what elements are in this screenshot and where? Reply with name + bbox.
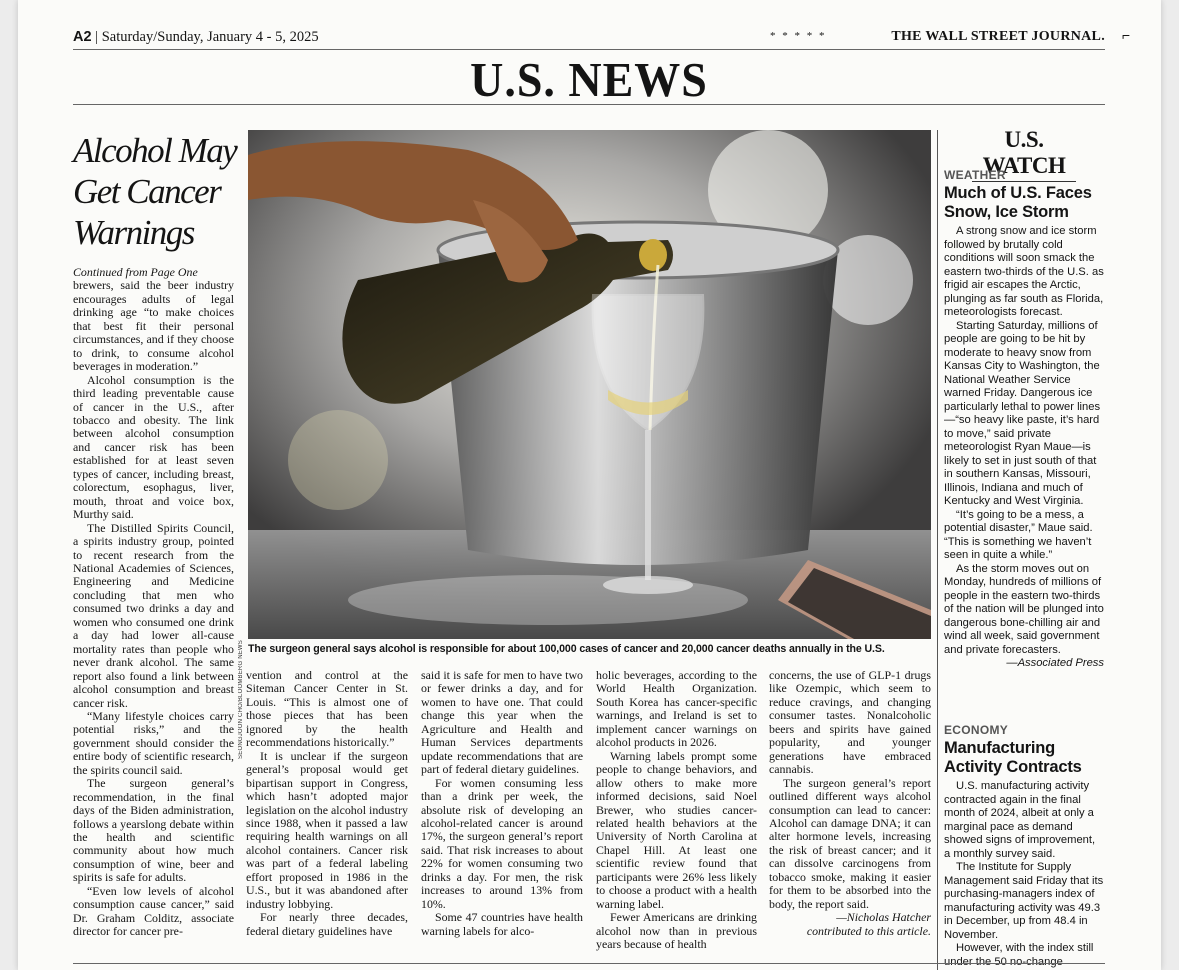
article-column-1 [73,266,234,939]
sidebar-divider [937,130,938,970]
continued-from: Continued from Page One [73,265,198,279]
photo-caption: The surgeon general says alcohol is responsible for about 100,000 cases of cancer and 20,000 cancer deaths annually in the U.S. [248,643,885,655]
brief-economy [944,723,1104,969]
paragraph: “It’s going to be a mess, a potential disaster,” Maue said. “This is something we haven’t seen in quite a while.” [944,508,1093,561]
article-column-4 [596,669,757,952]
brief-category: WEATHER [944,168,1006,182]
paragraph: brewers, said the beer industry encourages adults of legal drinking age “to make choices that best fit their personal circumstances, and if they choose to drink, to consume alcohol beverages in moderation.” [73,278,234,374]
paragraph: The surgeon general’s report outlined different ways alcohol consumption can lead to cancer: Alcohol can damage DNA; it can alter hormone levels, increasing the risk of breast cancer; and it can dissolve carcinogens from tobacco smoke, making it easier for them to be absorbed into the body, the report said. [769,775,931,911]
paragraph: vention and control at the Siteman Cancer Center in St. Louis. “This is almost one of those pieces that has been ignored by the health recommendations historically.” [246,668,408,750]
article-column-2 [246,669,408,938]
paragraph: Fewer Americans are drinking alcohol now than in previous years because of health [596,910,757,952]
brief-weather [944,168,1104,671]
paragraph: “Many lifestyle choices carry potential risks,” and the government should consider the entire body of scientific research, the spirits council said. [73,708,234,777]
crop-mark: ⌐ [1122,27,1131,43]
paragraph: “Even low levels of alcohol consumption cause cancer,” said Dr. Graham Colditz, associate director for cancer pre- [73,883,234,939]
byline-note: contributed to this article. [806,923,931,938]
paragraph: concerns, the use of GLP-1 drugs like Ozempic, which seem to reduce cravings, and changing consumer tastes. Nonalcoholic beers and spirits have gained popularity, and younger generations have embraced cannabis. [769,668,931,777]
sidebar-title: U.S. WATCH [972,127,1076,182]
brief-category: ECONOMY [944,723,1009,737]
paragraph: Warning labels prompt some people to change behaviors, and allow others to make more informed decisions, said Noel Brewer, who studies cancer-related health behaviors at the University of North Carolina at Chapel Hill. At least one scientific review found that participants were 26% less likely to choose a product with a health warning label. [596,748,757,911]
paragraph: Some 47 countries have health warning labels for alco- [421,910,583,938]
folio-separator: | [95,29,102,45]
page-number: A2 [73,29,92,45]
section-rule [73,104,1105,105]
newspaper-page [18,0,1161,970]
photo-credit: SEONGJOON CHO/BLOOMBERG NEWS [238,640,244,759]
brief-headline: Much of U.S. Faces Snow, Ice Storm [944,184,1092,221]
issue-date: Saturday/Sunday, January 4 - 5, 2025 [101,29,319,45]
paragraph: Alcohol consumption is the third leading preventable cause of cancer in the U.S., after tobacco and obesity. The link between alcohol consumption and cancer risk has been established for at least seven types of cancer, including breast, colorectum, esophagus, liver, mouth, throat and voice box, Murthy said. [73,372,234,522]
newspaper-name: THE WALL STREET JOURNAL. [891,29,1105,44]
byline: —Nicholas Hatcher [836,910,931,925]
paragraph: However, with the index still under the 50 no-change [944,942,1094,968]
footer-rule [73,963,1105,964]
paragraph: It is unclear if the surgeon general’s proposal would get bipartisan support in Congress, which hasn’t adopted major legislation on the alcohol industry since 1988, when it passed a law requiring health warnings on all alcohol containers. Cancer risk was part of a federal labeling effort proposed in 1986 in the U.S., but it was abandoned after industry lobbying. [246,748,408,911]
photo-illustration [248,130,931,639]
paragraph: For women consuming less than a drink per week, the absolute risk of developing an alcohol-related cancer is around 17%, the surgeon general’s report said. That risk increases to about 22% for women consuming two drinks a day. For men, the risk increases to around 13% from 10%. [421,775,583,911]
folio-line [73,29,1105,49]
paragraph: The surgeon general’s recommendation, in the final days of the Biden administration, follows a yearslong debate within the health and scientific community about how much consumption of wine, beer and spirits is safe for adults. [73,776,234,885]
paragraph: said it is safe for men to have two or fewer drinks a day, and for women to have one. That could change this year when the Agriculture and Health and Human Services departments update recommendations that are part of federal dietary guidelines. [421,668,583,777]
edition-stars: * * * * * [770,30,827,42]
article-column-3 [421,669,583,938]
header-rule [73,49,1105,50]
paragraph: Starting Saturday, millions of people are going to be hit by moderate to heavy snow from Kansas City to Washington, the National Weather Service warned Friday. Dangerous ice particularly lethal to power lines—“so heavy like paste, it’s hard to move,” said private meteorologist Ryan Maue—is likely to set in just south of that in southern Kansas, Missouri, Illinois, Indiana and much of Kentucky and West Virginia. [944,319,1101,507]
paragraph: U.S. manufacturing activity contracted again in the final month of 2024, albeit at only a marginal pace as demand showed signs of improvement, a monthly survey said. [944,780,1096,860]
article-headline: Alcohol May Get Cancer Warnings [73,131,237,252]
brief-headline: Manufacturing Activity Contracts [944,739,1082,776]
paragraph: For nearly three decades, federal dietary guidelines have [246,910,408,938]
paragraph: The Institute for Supply Management said Friday that its purchasing-managers index of manufacturing activity was 49.3 in December, up from 48.4 in November. [944,861,1104,941]
paragraph: As the storm moves out on Monday, hundreds of millions of people in the eastern two-thirds of the nation will be plunged into dangerous bone-chilling air and wind all week, said government and private forecasters. [944,562,1104,656]
article-photo [248,130,931,639]
brief-source: —Associated Press [1006,657,1104,669]
paragraph: A strong snow and ice storm followed by brutally cold conditions will soon smack the eastern two-thirds of the U.S. as frigid air escapes the Arctic, plunging as far south as Florida, meteorologists forecast. [944,225,1104,318]
section-title: U.S. NEWS [470,53,708,107]
article-column-5 [769,669,931,938]
paragraph: holic beverages, according to the World Health Organization. South Korea has cancer-specific warnings, and Ireland is set to implement cancer warnings on alcohol products in 2026. [596,668,757,750]
paragraph: The Distilled Spirits Council, a spirits industry group, pointed to recent research from the National Academies of Sciences, Engineering and Medicine concluding that men who consumed two drinks a day and women who consumed one drink a day had lower all-cause mortality rates than people who never drank alcohol. The same report also found a link between alcohol consumption and breast cancer risk. [73,520,234,710]
